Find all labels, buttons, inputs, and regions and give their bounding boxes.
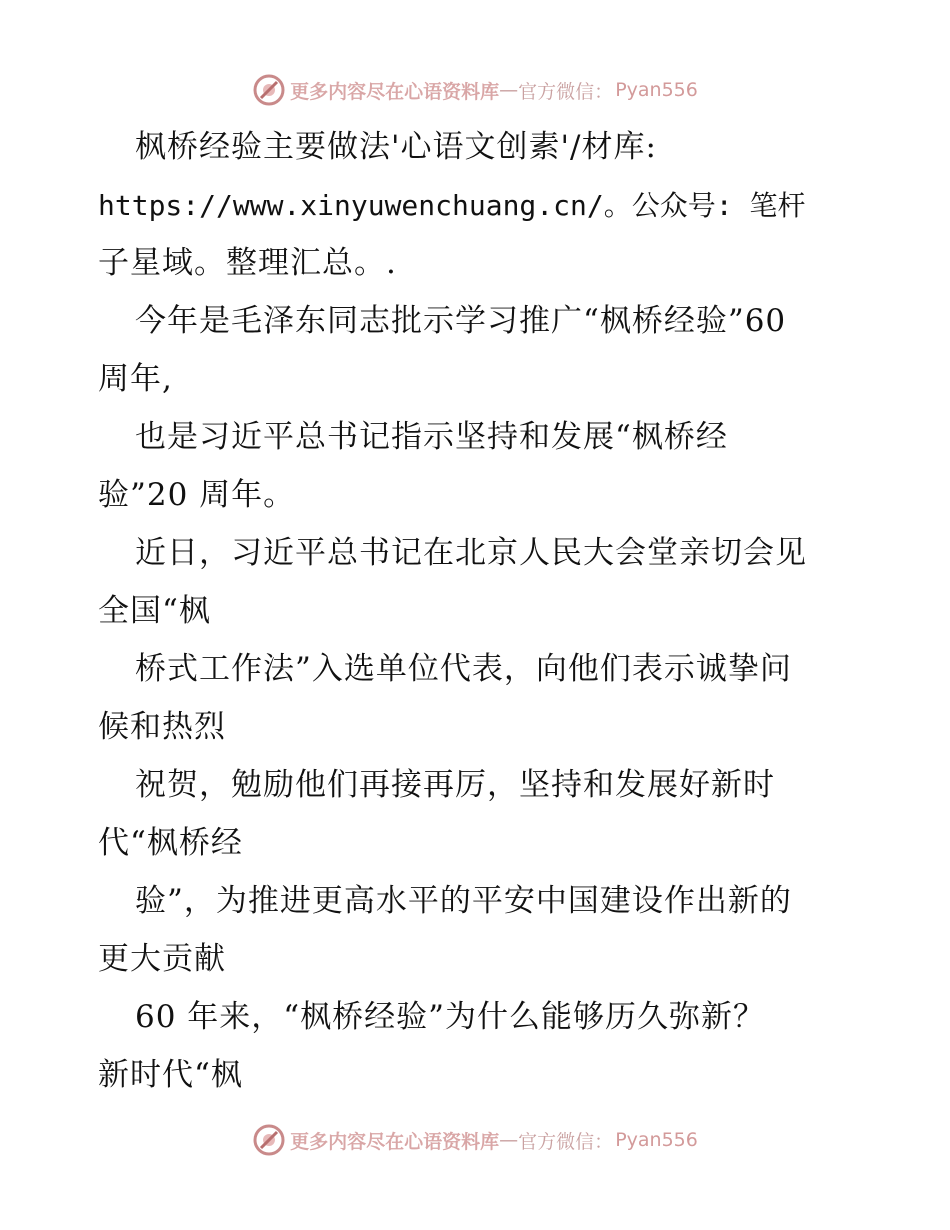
text-line bbox=[98, 176, 858, 234]
text-line: 桥式工作法”入选单位代表，向他们表示诚挚问 bbox=[135, 651, 792, 687]
text-line: 枫桥经验主要做法'心语文创素'/材库: bbox=[135, 129, 657, 165]
text-line: 也是习近平总书记指示坚持和发展“枫桥经 bbox=[135, 419, 728, 455]
brand-logo-icon bbox=[252, 1123, 286, 1157]
banner-title: 更多内容尽在心语资料库 bbox=[290, 1130, 500, 1153]
banner-subtitle: 官方微信： bbox=[518, 1130, 614, 1153]
text-line: 子星域。整理汇总。. bbox=[98, 245, 397, 281]
banner-subtitle: 官方微信： bbox=[518, 80, 614, 103]
text-line: 今年是毛泽东同志批示学习推广“枫桥经验”60 bbox=[135, 303, 787, 339]
banner-wechat-id: Pyan556 bbox=[615, 1129, 698, 1151]
text-line: 近日，习近平总书记在北京人民大会堂亲切会见 bbox=[135, 535, 807, 571]
banner-dash: — bbox=[499, 1129, 519, 1151]
banner-wechat-id: Pyan556 bbox=[615, 79, 698, 101]
banner-dash: — bbox=[499, 79, 519, 101]
header-banner bbox=[0, 70, 950, 110]
text-line: 60 年来，“枫桥经验”为什么能够历久弥新？ bbox=[135, 999, 765, 1035]
brand-logo-icon bbox=[252, 73, 286, 107]
text-line: 候和热烈 bbox=[98, 709, 226, 745]
text-line: 验”20 周年。 bbox=[98, 477, 296, 513]
text-line: 新时代“枫 bbox=[98, 1057, 243, 1093]
text-line: 代“枫桥经 bbox=[98, 825, 243, 861]
text-line: 更大贡献 bbox=[98, 941, 226, 977]
text-line: 全国“枫 bbox=[98, 593, 211, 629]
footer-banner bbox=[0, 1120, 950, 1160]
text-line: 周年, bbox=[98, 361, 173, 397]
document-body bbox=[98, 118, 858, 1104]
text-line: 验”，为推进更高水平的平安中国建设作出新的 bbox=[135, 883, 792, 919]
url-text: https://www.xinyuwenchuang.cn/。公众号: 笔杆 bbox=[98, 189, 806, 222]
text-line: 祝贺，勉励他们再接再厉，坚持和发展好新时 bbox=[135, 767, 775, 803]
banner-title: 更多内容尽在心语资料库 bbox=[290, 80, 500, 103]
